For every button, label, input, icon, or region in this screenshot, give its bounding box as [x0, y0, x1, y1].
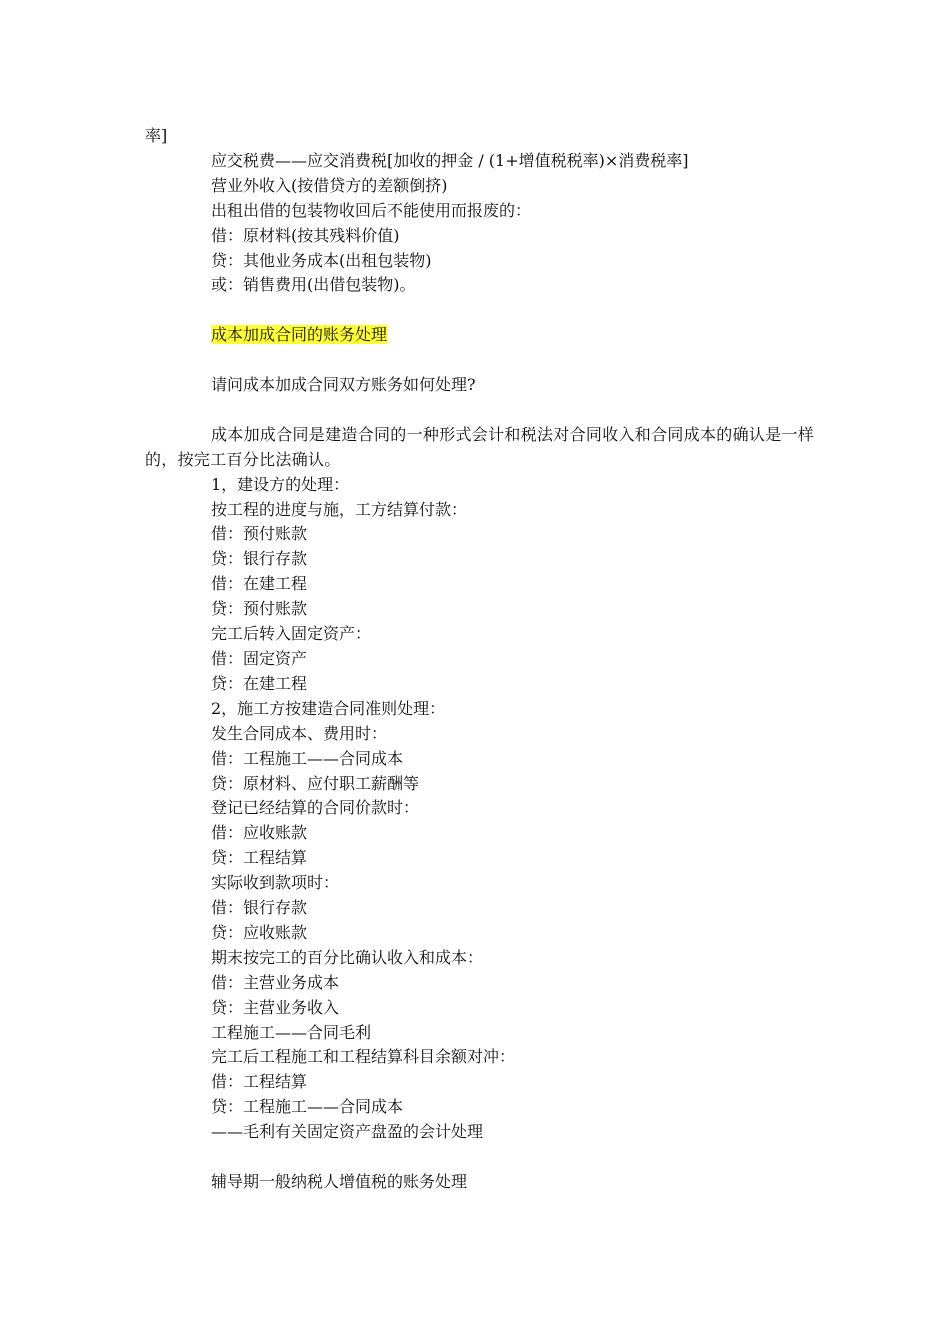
blank-line: [145, 348, 815, 373]
section-heading: [145, 323, 815, 348]
text-line: 实际收到款项时：: [211, 873, 340, 893]
text-line: 工程施工——合同毛利: [211, 1022, 372, 1042]
text-line: 2，施工方按建造合同准则处理：: [211, 698, 446, 718]
text-line: 完工后工程施工和工程结算科目余额对冲：: [211, 1047, 516, 1067]
text-line: 发生合同成本、费用时：: [211, 723, 388, 743]
text-line: 应交税费——应交消费税[加收的押金 / (1+增值税税率)×消费税率]: [211, 150, 689, 170]
text-line: 营业外收入(按借贷方的差额倒挤): [211, 175, 448, 195]
text-line: 贷：工程施工——合同成本: [211, 1097, 404, 1117]
answer-paragraph: 成本加成合同是建造合同的一种形式会计和税法对合同收入和合同成本的确认是一样的，按完工百分比法确认。: [145, 424, 815, 469]
blank-line: [145, 298, 815, 323]
text-line: 借：工程结算: [211, 1072, 308, 1092]
text-line: 1，建设方的处理：: [211, 474, 350, 494]
text-line: 贷：银行存款: [211, 549, 308, 569]
continued-line: 率]: [145, 126, 168, 145]
text-line: 出租出借的包装物收回后不能使用而报废的：: [211, 200, 532, 220]
text-line: 借：预付账款: [211, 524, 308, 544]
text-line: 贷：原材料、应付职工薪酬等: [211, 773, 420, 793]
blank-line: [145, 1145, 815, 1170]
text-line: 登记已经结算的合同价款时：: [211, 798, 420, 818]
text-line: 借：固定资产: [211, 648, 308, 668]
highlighted-heading-text: 成本加成合同的账务处理: [211, 325, 388, 345]
question-line: 请问成本加成合同双方账务如何处理?: [211, 375, 476, 395]
document-content: [145, 124, 815, 1195]
text-line: 借：银行存款: [211, 898, 308, 918]
text-line: 借：主营业务成本: [211, 972, 340, 992]
text-line: 完工后转入固定资产：: [211, 624, 372, 644]
text-line: 贷：主营业务收入: [211, 997, 340, 1017]
text-line: 贷：工程结算: [211, 848, 308, 868]
text-line: 借：在建工程: [211, 574, 308, 594]
text-line: 期末按完工的百分比确认收入和成本：: [211, 947, 484, 967]
text-line: 贷：在建工程: [211, 673, 308, 693]
text-line: ——毛利有关固定资产盘盈的会计处理: [211, 1122, 484, 1142]
text-line: 贷：预付账款: [211, 599, 308, 619]
text-line: 按工程的进度与施，工方结算付款：: [211, 499, 468, 519]
next-section-heading: 辅导期一般纳税人增值税的账务处理: [211, 1172, 468, 1191]
text-line: 贷：应收账款: [211, 922, 308, 942]
text-line: 贷：其他业务成本(出租包装物): [211, 250, 432, 270]
text-line: 或：销售费用(出借包装物)。: [211, 275, 416, 295]
text-line: 借：应收账款: [211, 823, 308, 843]
text-line: 借：原材料(按其残料价值): [211, 225, 400, 245]
blank-line: [145, 398, 815, 423]
text-line: 借：工程施工——合同成本: [211, 748, 404, 768]
